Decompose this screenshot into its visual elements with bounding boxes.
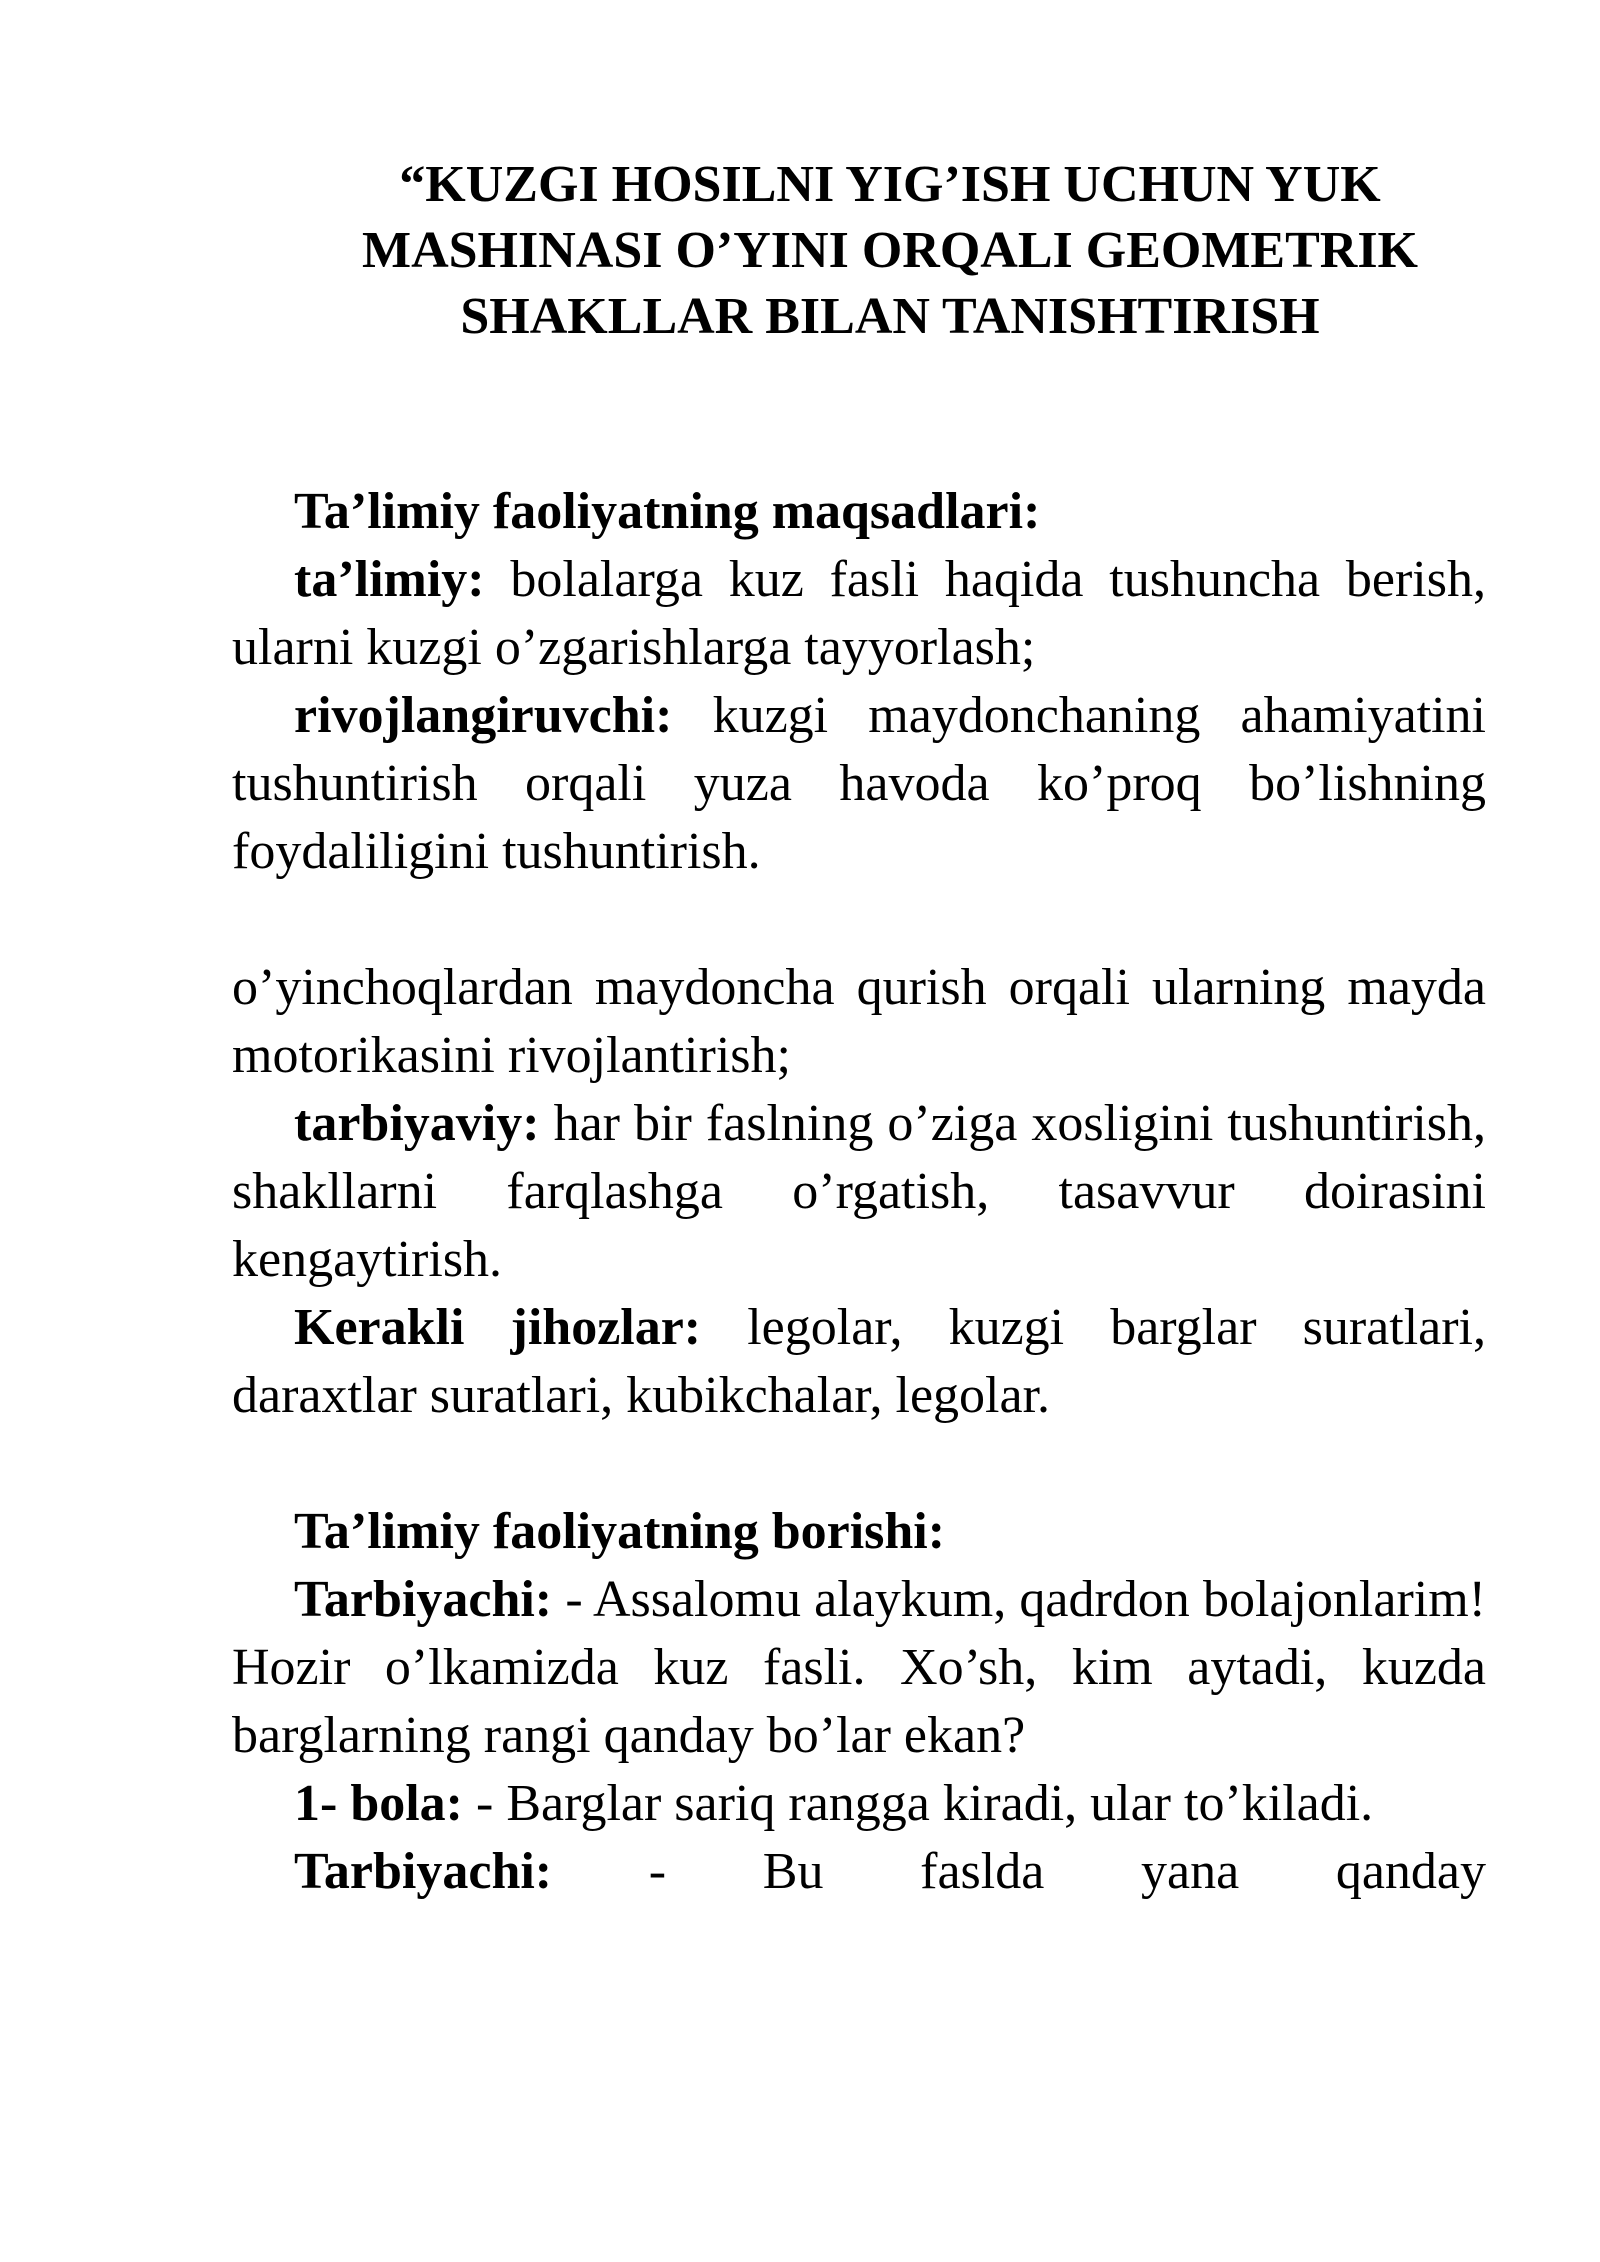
process-heading: Ta’limiy faoliyatning borishi: <box>294 1503 946 1560</box>
spacer <box>232 886 1486 954</box>
dialogue-teacher-1 <box>232 1566 1486 1770</box>
teacher-text: - Bu faslda yana qanday <box>552 1843 1486 1900</box>
paragraph-educational <box>232 546 1486 682</box>
paragraph-motor-skills: o’yinchoqlardan maydoncha qurish orqali ularning mayda motorikasini rivojlantirish; <box>232 959 1486 1084</box>
teacher-text: - Assalomu alaykum, qadrdon bolajonlarim! Hozir o’lkamizda kuz fasli. Xo’sh, kim aytadi, kuzda barglarning rangi qanday bo’lar ekan? <box>232 1571 1486 1764</box>
upbringing-label: tarbiyaviy: <box>294 1095 540 1152</box>
child-text: - Barglar sariq rangga kiradi, ular to’kiladi. <box>463 1775 1374 1832</box>
dialogue-teacher-2 <box>232 1838 1486 1906</box>
spacer <box>232 1430 1486 1498</box>
child-label: 1- bola: <box>294 1775 463 1832</box>
paragraph-equipment <box>232 1294 1486 1430</box>
document-title: “KUZGI HOSILNI YIG’ISH UCHUN YUK MASHINASI O’YINI ORQALI GEOMETRIK SHAKLLAR BILAN TANISHTIRISH <box>361 156 1419 345</box>
document-body <box>232 478 1486 1906</box>
paragraph-developmental <box>232 682 1486 886</box>
paragraph-upbringing <box>232 1090 1486 1294</box>
dialogue-child-1 <box>232 1770 1486 1838</box>
educational-label: ta’limiy: <box>294 551 485 608</box>
goals-heading: Ta’limiy faoliyatning maqsadlari: <box>294 483 1041 540</box>
developmental-label: rivojlangiruvchi: <box>294 687 673 744</box>
developmental-text: kuzgi maydonchaning ahamiyatini tushuntirish orqali yuza havoda ko’proq bo’lishning foydaliligini tushuntirish. <box>232 687 1486 880</box>
educational-text: bolalarga kuz fasli haqida tushuncha berish, ularni kuzgi o’zgarishlarga tayyorlash; <box>232 551 1486 676</box>
upbringing-text: har bir faslning o’ziga xosligini tushuntirish, shakllarni farqlashga o’rgatish, tasavvur doirasini kengaytirish. <box>232 1095 1486 1288</box>
teacher-label: Tarbiyachi: <box>294 1571 553 1628</box>
equipment-text: legolar, kuzgi barglar suratlari, daraxtlar suratlari, kubikchalar, legolar. <box>232 1299 1486 1424</box>
equipment-label: Kerakli jihozlar: <box>294 1299 702 1356</box>
teacher-label: Tarbiyachi: <box>294 1843 553 1900</box>
